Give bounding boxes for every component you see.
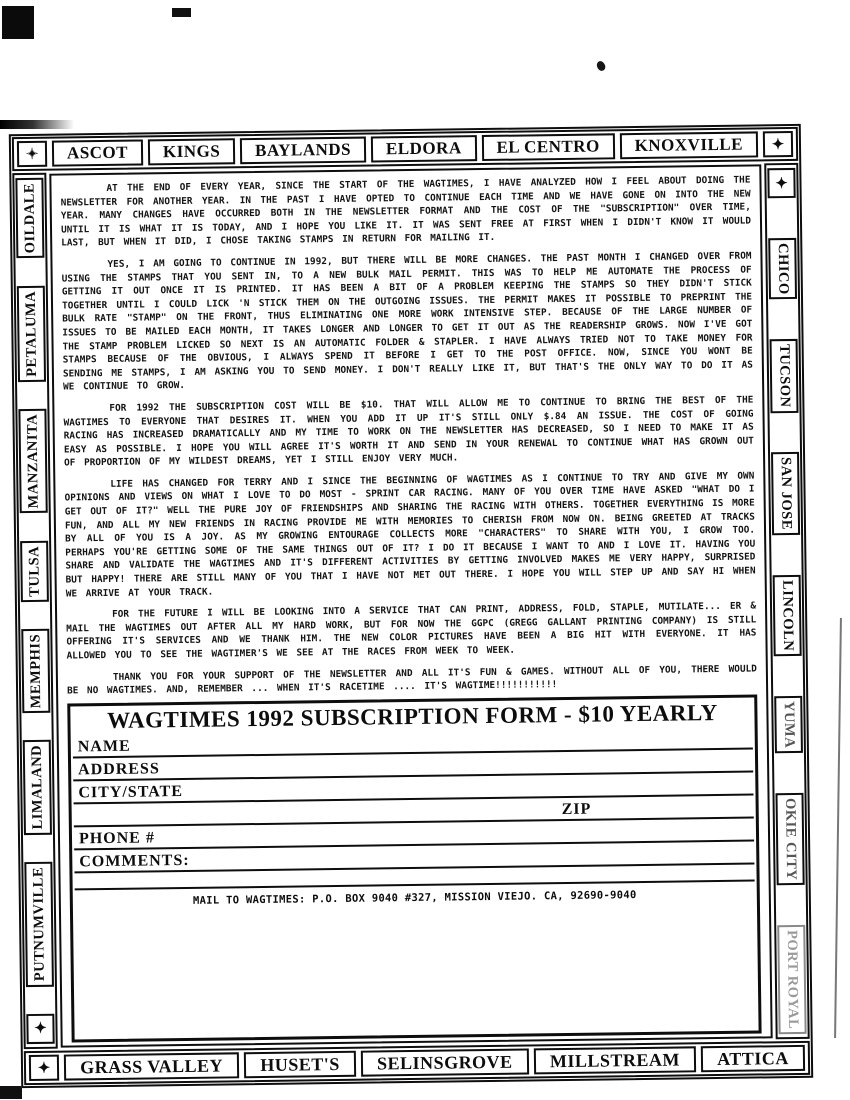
track-label: YUMA <box>780 700 798 749</box>
city-state-label: CITY/STATE <box>78 782 184 802</box>
track-badge-san-jose <box>771 452 800 535</box>
zip-label: ZIP <box>561 800 592 818</box>
letter-paragraph: LIFE HAS CHANGED FOR TERRY AND I SINCE THE BEGINNING OF WAGTIMES AS I CONTINUE TO TRY AND GIVE MY OWN OPINIONS AND VIEWS ON WHAT I LOVE TO DO MOST - SPRINT CAR RACING. MANY OF YOU OVER TIME HAVE ASKED "WHAT DO I GET OUT OF IT?" WELL THE PURE JOY OF FRIENDSHIPS AND SHARING THE RACING WITH OTHERS. TOGETHER EVERYTHING IS MORE FUN, AND ALL MY NEW FRIENDS IN RACING PROVIDE ME WITH MEMORIES TO CHERISH FROM NOW ON. BEING GREETED AT TRACKS BY ALL OF YOU IS A JOY. AS MY GROWING ENTOURAGE COLLECTS MORE "CHARACTERS" TO SHARE WITH YOU, I GROW TOO. PERHAPS YOU'RE GETTING SOME OF THE SAME THINGS OUT OF IT? I DO IT BECAUSE I WANT TO AND I LOVE IT. HAVING YOU SHARE AND VALIDATE THE WAGTIMES AND IT'S DIFFERENT ACTIVITIES BY GETTING INVOLVED MAKES ME VERY HAPPY, SURPRISED BUT HAPPY! THERE ARE STILL MANY OF YOU THAT I HAVE NOT MET OUT THERE. I HOPE YOU WILL STEP UP AND SAY HI WHEN WE ARRIVE AT YOUR TRACK. <box>64 470 756 600</box>
scan-mark-dot <box>595 60 607 73</box>
track-badge-selinsgrove <box>361 1048 529 1076</box>
track-label: TUCSON <box>776 344 793 408</box>
address-label: ADDRESS <box>78 760 160 779</box>
track-label: SAN JOSE <box>777 457 795 531</box>
track-badge-attica <box>701 1045 805 1072</box>
name-label: NAME <box>77 737 131 756</box>
letter-paragraph: FOR THE FUTURE I WILL BE LOOKING INTO A SERVICE THAT CAN PRINT, ADDRESS, FOLD, STAPLE, MUTILATE... ER & MAIL THE WAGTIMES OUT AFTER ALL MY HARD WORK, BUT FOR NOW THE GGPC (GREGG GALLANT PRINTING COMPANY) IS STILL OFFERING IT'S SERVICES AND WE THANK HIM. THE NEW COLOR PICTURES HAVE BEEN A BIG HIT WITH EVERYONE. IT HAS ALLOWED YOU TO SEE THE WAGTIMER'S WE SEE AT THE RACES FROM WEEK TO WEEK. <box>66 600 757 662</box>
corner-glyph: ✦ <box>37 1060 51 1077</box>
track-badge-ascot <box>52 139 143 166</box>
track-label: LIMALAND <box>28 745 46 831</box>
corner-glyph: ✦ <box>775 175 788 192</box>
track-label: SELINSGROVE <box>376 1051 513 1073</box>
track-label: GRASS VALLEY <box>79 1055 224 1077</box>
track-badge-yuma <box>774 696 803 753</box>
mail-to-line: MAIL TO WAGTIMES: P.O. BOX 9040 #327, MISSION VIEJO. CA, 92690-9040 <box>192 888 637 907</box>
letter-paragraph: FOR 1992 THE SUBSCRIPTION COST WILL BE $10. THAT WILL ALLOW ME TO CONTINUE TO BRING THE BEST OF THE WAGTIMES TO EVERYONE THAT DESIRES IT. WHEN YOU ADD IT UP IT'S STILL ONLY $.84 AN ISSUE. THE COST OF GOING RACING HAS INCREASED DRAMATICALLY AND MY TIME TO WORK ON THE NEWSLETTER HAS DECREASED, SO I NEED TO MAKE IT AS EASY AS POSSIBLE. I HOPE YOU WILL AGREE IT'S WORTH IT AND SEND IN YOUR RENEWAL TO CONTINUE WHAT HAS GROWN OUT OF PROPORTION OF MY WILDEST DREAMS, YET I STILL ENJOY VERY MUCH. <box>63 394 754 469</box>
newsletter-letter <box>60 174 757 703</box>
subscription-form-title: WAGTIMES 1992 SUBSCRIPTION FORM - $10 YEARLY <box>106 699 718 733</box>
track-badge-husets <box>244 1051 356 1078</box>
diamond-star-icon <box>767 168 795 198</box>
track-badge-petaluma <box>17 285 46 381</box>
track-badge-oildale <box>15 178 44 259</box>
track-badge-eldora <box>371 135 477 162</box>
track-badge-manzanita <box>18 409 47 514</box>
newsletter-page <box>9 124 813 1088</box>
diamond-star-icon <box>17 141 47 167</box>
scan-mark-top-dash <box>172 8 191 17</box>
scan-mark-left-streak <box>0 120 74 129</box>
track-badge-baylands <box>240 137 366 165</box>
track-label: HUSET'S <box>260 1053 340 1075</box>
letter-paragraph: YES, I AM GOING TO CONTINUE IN 1992, BUT THERE WILL BE MORE CHANGES. THE PAST MONTH I CHANGED OVER FROM USING THE STAMPS THAT YOU SENT IN, TO A NEW BULK MAIL PERMIT. THIS WAS TO HELP ME AUTOMATE THE PROCESS OF GETTING IT OUT ONCE IT IS PRINTED. IT HAS BEEN A BIT OF A PROBLEM KEEPING THE STAMPS SO THEY DIDN'T STICK TOGETHER UNTIL I COULD LICK 'N STICK THEM ON THE OUTGOING ISSUES. THE PERMIT MAKES IT POSSIBLE TO PREPRINT THE BULK RATE "STAMP" ON THE FRONT, THUS ELIMINATING ONE MORE WORK INTENSIVE STEP. BECAUSE OF THE LARGE NUMBER OF ISSUES TO BE MAILED EACH MONTH, IT TAKES LONGER AND LONGER TO GET IT OUT AS THE READERSHIP GROWS. NOW I'VE GOT THE STAMP PROBLEM LICKED SO NEXT IS AN AUTOMATIC FOLDER & STAPLER. I HAVE ALWAYS TRIED NOT TO TAKE MONEY FOR STAMPS BECAUSE OF THE OBVIOUS, I ALWAYS SPEND IT BEFORE I GET TO THE POST OFFICE. NOW, SINCE YOU WONT BE SENDING ME STAMPS, I AM ASKING YOU TO SEND MONEY. I DON'T REALLY LIKE IT, BUT THAT'S THE ONLY WAY TO DO IT AS WE CONTINUE TO GROW. <box>61 250 753 393</box>
corner-glyph: ✦ <box>25 146 39 163</box>
track-badge-tucson <box>770 339 799 413</box>
track-label: MANZANITA <box>23 413 42 509</box>
track-badge-putnumville <box>24 862 54 987</box>
track-label: CHICO <box>774 242 792 295</box>
track-badge-okie-city <box>775 793 804 886</box>
track-label: OILDALE <box>20 182 38 254</box>
track-badge-memphis <box>21 629 50 714</box>
track-badge-port-royal <box>777 925 806 1035</box>
track-badge-el-centro <box>481 133 614 161</box>
track-label: ASCOT <box>66 142 129 163</box>
scan-mark-bottom-left <box>0 1086 22 1099</box>
track-label: BAYLANDS <box>254 139 352 161</box>
corner-glyph: ✦ <box>771 136 785 153</box>
diamond-star-icon <box>29 1055 59 1081</box>
track-label: KINGS <box>162 141 221 162</box>
page-content <box>49 164 772 1047</box>
track-badge-knoxville <box>620 131 759 159</box>
comments-label: COMMENTS: <box>79 851 190 871</box>
track-badge-millstream <box>534 1046 697 1074</box>
paper-edge-shadow <box>834 618 842 1038</box>
diamond-star-icon <box>763 131 793 157</box>
track-label: EL CENTRO <box>496 136 600 157</box>
letter-paragraph: THANK YOU FOR YOUR SUPPORT OF THE NEWSLETTER AND ALL IT'S FUN & GAMES. WITHOUT ALL OF YOU, THERE WOULD BE NO WAGTIMES. AND, REMEMBER ... WHEN IT'S RACETIME .... IT'S WAGTIME!!!!!!!!!!! <box>67 663 757 697</box>
track-label: MEMPHIS <box>26 633 44 709</box>
scan-mark-top-left <box>2 6 34 39</box>
track-badge-lincoln <box>773 575 802 657</box>
track-border-right <box>764 163 809 1039</box>
track-label: PORT ROYAL <box>783 929 802 1030</box>
track-badge-tulsa <box>20 540 49 601</box>
track-badge-grass-valley <box>64 1052 239 1080</box>
track-label: TULSA <box>25 545 43 597</box>
letter-paragraph: AT THE END OF EVERY YEAR, SINCE THE START OF THE WAGTIMES, I HAVE ANALYZED HOW I FEEL ABOUT DOING THE NEWSLETTER FOR ANOTHER YEAR. IN THE PAST I HAVE OPTED TO CONTINUE EACH TIME AND WE HAVE GONE ON INTO THE NEW YEAR. MANY CHANGES HAVE OCCURRED BOTH IN THE NEWSLETTER FORMAT AND THE COST OF THE "SUBSCRIPTION" OVER TIME, UNTIL IT IS WHAT IT IS TODAY, AND I HOPE YOU LIKE IT. IT WAS SENT FREE AT FIRST WHEN I DIDN'T KNOW IT WOULD LAST, BUT WHEN IT DID, I CHOSE TAKING STAMPS IN RETURN FOR MAILING IT. <box>60 174 752 249</box>
track-border-bottom <box>24 1041 810 1085</box>
track-label: ELDORA <box>385 138 462 159</box>
diamond-star-icon <box>26 1014 54 1044</box>
track-label: MILLSTREAM <box>549 1049 681 1071</box>
track-label: OKIE CITY <box>782 797 800 881</box>
track-label: PUTNUMVILLE <box>29 867 48 982</box>
track-badge-kings <box>148 138 236 165</box>
subscription-form <box>67 694 761 1042</box>
track-badge-chico <box>768 238 797 300</box>
corner-glyph: ✦ <box>34 1021 47 1038</box>
track-label: ATTICA <box>717 1047 789 1069</box>
track-label: PETALUMA <box>22 290 40 377</box>
track-badge-limaland <box>23 740 52 835</box>
track-label: LINCOLN <box>779 579 797 652</box>
track-label: KNOXVILLE <box>634 134 744 156</box>
phone-label: PHONE # <box>78 829 156 848</box>
